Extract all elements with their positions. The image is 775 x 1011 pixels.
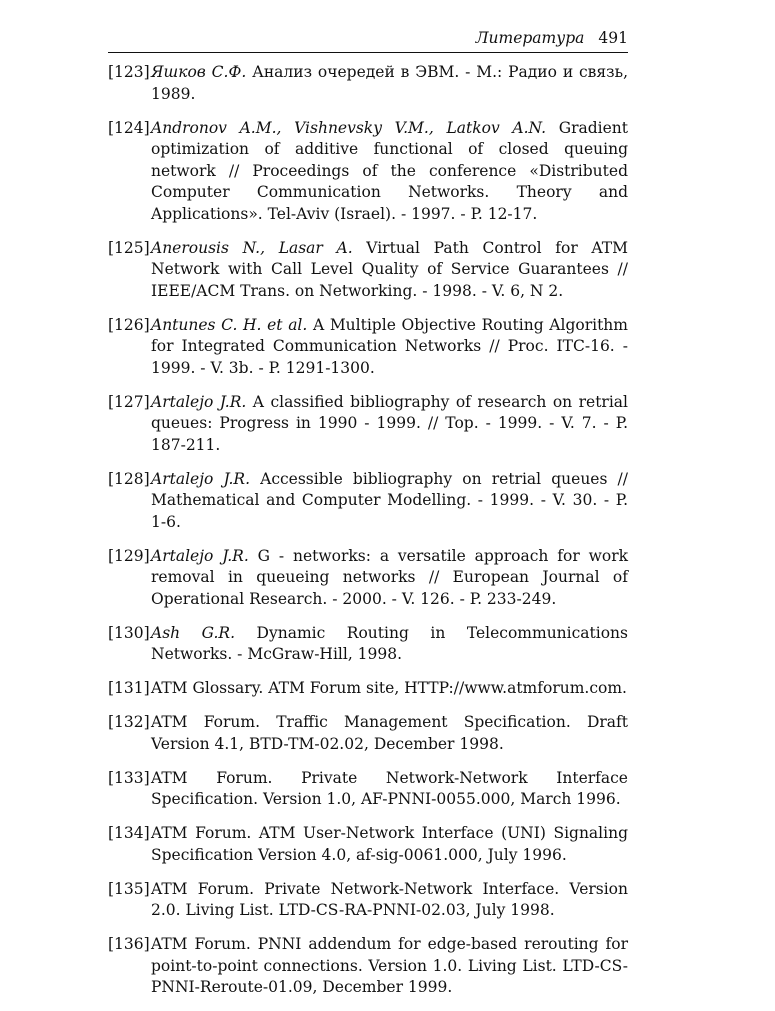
reference-number: [131] <box>108 679 150 697</box>
reference-text: Gradient optimization of additive functional of closed queuing network // Proceedings of the conference «Distributed Computer Communication Networks. Theory and Applications». Tel-Aviv (Israel). - 1997. - P. 12-17. <box>151 118 628 223</box>
reference-number: [123] <box>108 63 150 81</box>
reference-item <box>108 62 628 105</box>
reference-item <box>108 768 628 811</box>
reference-text: Dynamic Routing in Telecommunications Networks. - McGraw-Hill, 1998. <box>151 623 628 663</box>
reference-item <box>108 469 628 534</box>
reference-list <box>108 62 628 999</box>
reference-item <box>108 546 628 611</box>
reference-text: Accessible bibliography on retrial queues // Mathematical and Computer Modelling. - 1999. - V. 30. - P. 1-6. <box>151 469 628 531</box>
reference-authors: Anerousis N., Lasar A. <box>151 238 367 257</box>
reference-text: G - networks: a versatile approach for work removal in queueing networks // European Journal of Operational Research. - 2000. - V. 126. - P. 233-249. <box>151 546 628 608</box>
reference-text: ATM Forum. Private Network-Network Interface Specification. Version 1.0, AF-PNNI-0055.000, March 1996. <box>151 768 628 808</box>
reference-authors: Artalejo J.R. <box>151 546 258 565</box>
reference-number: [127] <box>108 392 150 411</box>
reference-text: Анализ очередей в ЭВМ. - М.: Радио и связь, 1989. <box>151 63 629 103</box>
reference-number: [126] <box>108 315 150 334</box>
reference-number: [135] <box>108 879 150 898</box>
reference-item <box>108 678 628 700</box>
reference-authors: Ash G.R. <box>151 623 257 642</box>
reference-item <box>108 934 628 999</box>
reference-item <box>108 238 628 303</box>
reference-authors: Artalejo J.R. <box>151 469 261 488</box>
reference-authors: Antunes C. H. et al. <box>151 315 313 334</box>
reference-number: [130] <box>108 623 150 642</box>
reference-item <box>108 823 628 866</box>
reference-text: ATM Forum. Private Network-Network Interface. Version 2.0. Living List. LTD-CS-RA-PNNI-02.03, July 1998. <box>151 879 628 919</box>
reference-number: [132] <box>108 713 150 731</box>
reference-item <box>108 118 628 226</box>
reference-item <box>108 392 628 457</box>
reference-authors: Artalejo J.R. <box>151 392 253 411</box>
reference-authors: Andronov A.M., Vishnevsky V.M., Latkov A.N. <box>151 118 559 137</box>
reference-number: [124] <box>108 118 150 137</box>
reference-text: A Multiple Objective Routing Algorithm for Integrated Communication Networks // Proc. ITC-16. - 1999. - V. 3b. - P. 1291-1300. <box>151 315 628 377</box>
reference-item <box>108 315 628 380</box>
reference-item <box>108 712 628 755</box>
reference-number: [125] <box>108 238 150 257</box>
reference-number: [136] <box>108 935 150 953</box>
reference-item <box>108 879 628 922</box>
reference-number: [129] <box>108 546 150 565</box>
reference-number: [134] <box>108 824 150 842</box>
reference-number: [128] <box>108 469 150 488</box>
reference-item <box>108 623 628 666</box>
reference-text: ATM Forum. Traffic Management Specification. Draft Version 4.1, BTD-TM-02.02, December 1998. <box>151 713 628 753</box>
page-number: 491 <box>598 29 628 47</box>
reference-text: ATM Glossary. ATM Forum site, HTTP://www.atmforum.com. <box>151 679 627 697</box>
reference-text: A classified bibliography of research on retrial queues: Progress in 1990 - 1999. // Top. - 1999. - V. 7. - P. 187-211. <box>151 392 628 454</box>
reference-text: Virtual Path Control for ATM Network with Call Level Quality of Service Guarantees // IEEE/ACM Trans. on Networking. - 1998. - V. 6, N 2. <box>151 238 628 300</box>
reference-authors: Яшков С.Ф. <box>151 63 253 81</box>
reference-text: ATM Forum. PNNI addendum for edge-based rerouting for point-to-point connections. Version 1.0. Living List. LTD-CS-PNNI-Reroute-01.09, December 1999. <box>151 935 628 996</box>
reference-text: ATM Forum. ATM User-Network Interface (UNI) Signaling Specification Version 4.0, af-sig-0061.000, July 1996. <box>151 824 628 864</box>
book-page <box>108 28 628 1011</box>
reference-number: [133] <box>108 768 150 787</box>
section-title: Литература <box>475 29 585 47</box>
running-head <box>108 28 628 53</box>
